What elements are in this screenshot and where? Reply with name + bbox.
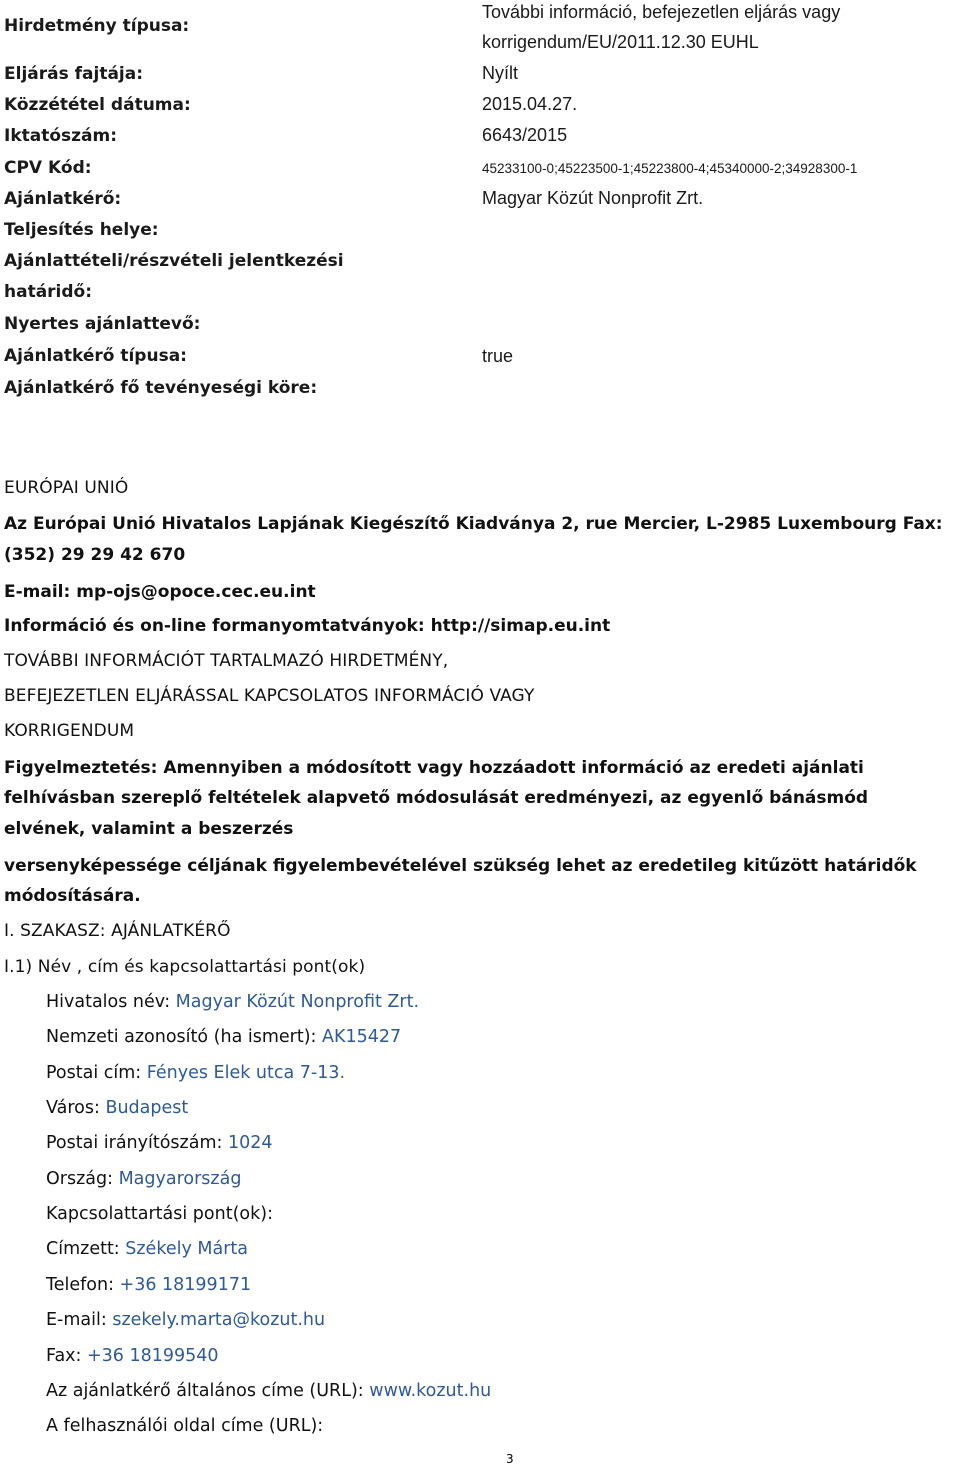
- country-field: [46, 1169, 241, 1189]
- warning-line2: felhívásban szereplő feltételek alapvető módosulását eredményezi, az egyenlő bánásmód: [4, 788, 869, 808]
- buyer-profile-field: [46, 1416, 323, 1436]
- general-url-value[interactable]: www.kozut.hu: [369, 1381, 492, 1401]
- subsection-heading: I.1) Név , cím és kapcsolattartási pont(ok): [4, 957, 366, 977]
- warning-line5: módosítására.: [4, 886, 141, 906]
- buyer-profile-label: A felhasználói oldal címe (URL):: [46, 1416, 324, 1436]
- attention-field: [46, 1239, 248, 1259]
- country-value: Magyarország: [118, 1169, 242, 1189]
- attention-value: Székely Márta: [125, 1239, 248, 1259]
- official-name-field: [46, 992, 419, 1012]
- place-of-performance-label: Teljesítés helye:: [4, 220, 159, 240]
- postal-address-value: Fényes Elek utca 7-13.: [146, 1063, 346, 1083]
- phone-field: [46, 1275, 251, 1295]
- fax-value: +36 18199540: [87, 1346, 219, 1366]
- postal-code-field: [46, 1133, 273, 1153]
- section-heading: I. SZAKASZ: AJÁNLATKÉRŐ: [4, 921, 231, 941]
- procedure-type-label: Eljárás fajtája:: [4, 64, 144, 84]
- authority-type-value: true: [482, 346, 514, 366]
- warning-line3: elvének, valamint a beszerzés: [4, 819, 294, 839]
- cpv-label: CPV Kód:: [4, 158, 92, 178]
- notice-title-line2: BEFEJEZETLEN ELJÁRÁSSAL KAPCSOLATOS INFORMÁCIÓ VAGY: [4, 686, 535, 706]
- reference-number-value: 6643/2015: [482, 125, 568, 145]
- deadline-label-line2: határidő:: [4, 282, 93, 302]
- official-name-label: Hivatalos név:: [46, 992, 176, 1012]
- postal-code-label: Postai irányítószám:: [46, 1133, 228, 1153]
- notice-type-value-line2: korrigendum/EU/2011.12.30 EUHL: [482, 32, 759, 52]
- city-value: Budapest: [105, 1098, 189, 1118]
- notice-title-line1: TOVÁBBI INFORMÁCIÓT TARTALMAZÓ HIRDETMÉNY,: [4, 651, 449, 671]
- contracting-authority-value: Magyar Közút Nonprofit Zrt.: [482, 188, 704, 208]
- publisher-info-link: Információ és on-line formanyomtatványok: http://simap.eu.int: [4, 616, 611, 636]
- city-field: [46, 1098, 188, 1118]
- national-id-field: [46, 1027, 401, 1047]
- deadline-label-line1: Ajánlattételi/részvételi jelentkezési: [4, 251, 344, 271]
- contracting-authority-label: Ajánlatkérő:: [4, 189, 122, 209]
- winner-label: Nyertes ajánlattevő:: [4, 314, 201, 334]
- warning-line4: versenyképessége céljának figyelembevételével szükség lehet az eredetileg kitűzött határidők: [4, 856, 917, 876]
- authority-type-label: Ajánlatkérő típusa:: [4, 346, 187, 366]
- national-id-label: Nemzeti azonosító (ha ismert):: [46, 1027, 323, 1047]
- general-url-field: [46, 1381, 491, 1401]
- email-value[interactable]: szekely.marta@kozut.hu: [112, 1310, 326, 1330]
- notice-type-label: Hirdetmény típusa:: [4, 16, 190, 36]
- contact-points-field: [46, 1204, 273, 1224]
- notice-type-value-line1: További információ, befejezetlen eljárás vagy: [482, 2, 841, 22]
- national-id-value: AK15427: [322, 1027, 402, 1047]
- official-name-value: Magyar Közút Nonprofit Zrt.: [175, 992, 420, 1012]
- country-label: Ország:: [46, 1169, 119, 1189]
- page-number: 3: [506, 1452, 514, 1466]
- warning-line1: Figyelmeztetés: Amennyiben a módosított vagy hozzáadott információ az eredeti ajánlati: [4, 758, 864, 778]
- fax-field: [46, 1346, 219, 1366]
- city-label: Város:: [46, 1098, 106, 1118]
- procedure-type-value: Nyílt: [482, 63, 518, 83]
- contact-points-label: Kapcsolattartási pont(ok):: [46, 1204, 273, 1224]
- notice-title-line3: KORRIGENDUM: [4, 721, 135, 741]
- reference-number-label: Iktatószám:: [4, 126, 118, 146]
- email-field: [46, 1310, 325, 1330]
- publisher-line2: (352) 29 29 42 670: [4, 545, 186, 565]
- publisher-email: E-mail: mp-ojs@opoce.cec.eu.int: [4, 582, 316, 602]
- general-url-label: Az ajánlatkérő általános címe (URL):: [46, 1381, 370, 1401]
- postal-code-value: 1024: [227, 1133, 273, 1153]
- publication-date-value: 2015.04.27.: [482, 94, 578, 114]
- postal-address-field: [46, 1063, 345, 1083]
- email-label: E-mail:: [46, 1310, 113, 1330]
- main-activity-label: Ajánlatkérő fő tevényeségi köre:: [4, 378, 318, 398]
- phone-label: Telefon:: [46, 1275, 120, 1295]
- postal-address-label: Postai cím:: [46, 1063, 147, 1083]
- attention-label: Címzett:: [46, 1239, 126, 1259]
- publication-date-label: Közzététel dátuma:: [4, 95, 191, 115]
- cpv-value: 45233100-0;45223500-1;45223800-4;45340000-2;34928300-1: [482, 161, 858, 176]
- eu-heading: EURÓPAI UNIÓ: [4, 478, 129, 498]
- publisher-line1: Az Európai Unió Hivatalos Lapjának Kiegészítő Kiadványa 2, rue Mercier, L-2985 Luxembourg Fax:: [4, 514, 943, 534]
- phone-value: +36 18199171: [119, 1275, 252, 1295]
- fax-label: Fax:: [46, 1346, 87, 1366]
